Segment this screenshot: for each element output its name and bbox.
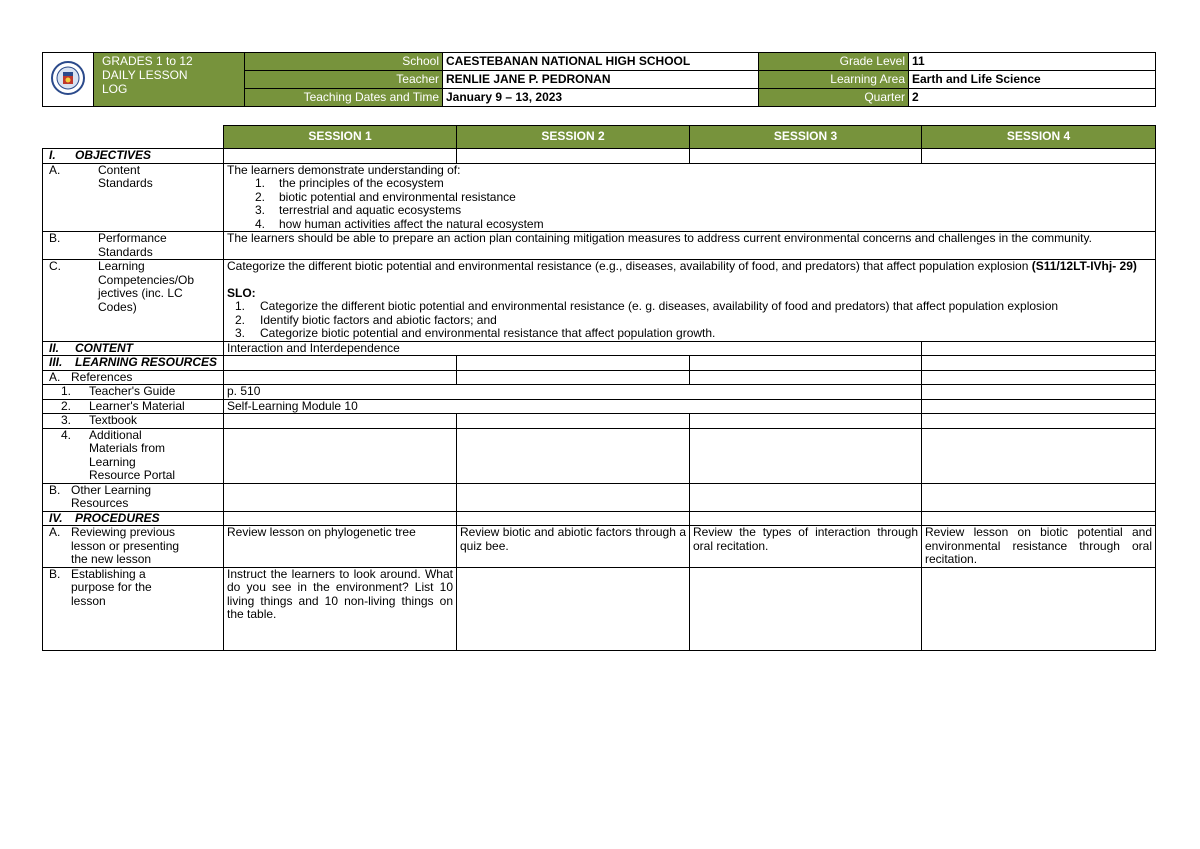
school-value: CAESTEBANAN NATIONAL HIGH SCHOOL: [443, 53, 759, 71]
teachers-guide-label: 1. Teacher's Guide: [43, 385, 224, 400]
additional-materials-label: 4. Additional Materials from Learning Resource Portal: [43, 428, 224, 483]
procedures-heading: IV. PROCEDURES: [43, 511, 224, 526]
other-resources-label: B. Other Learning Resources: [43, 483, 224, 511]
learners-material-label: 2. Learner's Material: [43, 399, 224, 414]
quarter-label: Quarter: [759, 89, 909, 107]
dll-main-table: [42, 125, 1156, 651]
list-item: 2. biotic potential and environmental resistance: [255, 189, 516, 204]
learning-area-value: Earth and Life Science: [909, 71, 1156, 89]
other-resources-row: [43, 483, 1156, 511]
list-item: 3. terrestrial and aquatic ecosystems: [255, 203, 462, 217]
teacher-value: RENLIE JANE P. PEDRONAN: [443, 71, 759, 89]
additional-materials-row: [43, 428, 1156, 483]
learning-resources-heading: III. LEARNING RESOURCES: [43, 356, 224, 371]
establishing-session-4: [922, 567, 1156, 650]
session-1-header: SESSION 1: [224, 126, 457, 149]
procedures-heading-row: [43, 511, 1156, 526]
textbook-row: [43, 414, 1156, 429]
reviewing-session-3: Review the types of interaction through oral recitation.: [690, 526, 922, 568]
content-standards-value: The learners demonstrate understanding of: 1. the principles of the ecosystem 2. biotic potential and environmental resistance 3. terrestrial and aquatic ecosystems 4. how human activities affect the natural ecosystem: [224, 163, 1156, 232]
performance-standards-label: B. Performance Standards: [43, 232, 224, 260]
references-label: A. References: [43, 370, 224, 385]
textbook-label: 3. Textbook: [43, 414, 224, 429]
session-4-header: SESSION 4: [922, 126, 1156, 149]
quarter-value: 2: [909, 89, 1156, 107]
blank-corner: [43, 126, 224, 149]
performance-standards-value: The learners should be able to prepare an action plan containing mitigation measures to address current environmental concerns and challenges in the community.: [224, 232, 1156, 260]
content-value: Interaction and Interdependence: [224, 341, 922, 356]
learning-area-label: Learning Area: [759, 71, 909, 89]
learning-resources-heading-row: [43, 356, 1156, 371]
references-row: [43, 370, 1156, 385]
reviewing-session-1: Review lesson on phylogenetic tree: [224, 526, 457, 568]
list-item: 4. how human activities affect the natural ecosystem: [255, 216, 544, 231]
reviewing-row: [43, 526, 1156, 568]
session-3-header: SESSION 3: [690, 126, 922, 149]
dates-value: January 9 – 13, 2023: [443, 89, 759, 107]
establishing-label: B. Establishing a purpose for the lesson: [43, 567, 224, 650]
session-2-header: SESSION 2: [457, 126, 690, 149]
grade-level-label: Grade Level: [759, 53, 909, 71]
content-row: [43, 341, 1156, 356]
dates-label: Teaching Dates and Time: [245, 89, 443, 107]
competencies-label: C. Learning Competencies/Ob jectives (inc. LC Codes): [43, 260, 224, 342]
competencies-row: [43, 260, 1156, 342]
establishing-session-2: [457, 567, 690, 650]
list-item: 2. Identify biotic factors and abiotic factors; and: [235, 312, 497, 327]
grade-level-value: 11: [909, 53, 1156, 71]
teachers-guide-row: [43, 385, 1156, 400]
list-item: 1. Categorize the different biotic potential and environmental resistance (e. g. diseases, availability of food and predators) that affect population explosion: [235, 299, 1059, 313]
competencies-value: Categorize the different biotic potential and environmental resistance (e.g., diseases, availability of food, and predators) that affect population explosion (S11/12LT-IVhj- 29) SLO: 1. Categorize the different biotic potential and environmental resistance (e. g. diseases, availability of food and predators) that affect population explosion 2. Identify biotic factors and abiotic factors; and 3. Categorize biotic potential and environmental resistance that affect population growth.: [224, 260, 1156, 342]
reviewing-session-2: Review biotic and abiotic factors through a quiz bee.: [457, 526, 690, 568]
grades-title: GRADES 1 to 12 DAILY LESSON LOG: [94, 53, 245, 107]
establishing-session-3: [690, 567, 922, 650]
list-item: 3. Categorize biotic potential and environmental resistance that affect population growth.: [235, 326, 716, 340]
content-standards-row: [43, 163, 1156, 232]
teachers-guide-value: p. 510: [224, 385, 922, 400]
content-heading: II. CONTENT: [43, 341, 224, 356]
reviewing-session-4: Review lesson on biotic potential and environmental resistance through oral recitation.: [922, 526, 1156, 568]
performance-standards-row: [43, 232, 1156, 260]
session-header-row: [43, 126, 1156, 149]
list-item: 1. the principles of the ecosystem: [255, 176, 444, 190]
deped-logo-cell: [43, 53, 94, 107]
establishing-row: [43, 567, 1156, 650]
objectives-heading-row: [43, 149, 1156, 164]
learners-material-value: Self-Learning Module 10: [224, 399, 922, 414]
deped-seal-icon: [51, 61, 85, 95]
reviewing-label: A. Reviewing previous lesson or presenting the new lesson: [43, 526, 224, 568]
learners-material-row: [43, 399, 1156, 414]
establishing-session-1: Instruct the learners to look around. What do you see in the environment? List 10 living things and 10 non-living things on the table.: [224, 567, 457, 650]
teacher-label: Teacher: [245, 71, 443, 89]
content-standards-label: A. Content Standards: [43, 163, 224, 232]
objectives-heading: I. OBJECTIVES: [43, 149, 224, 164]
school-label: School: [245, 53, 443, 71]
dll-header: [42, 52, 1156, 107]
